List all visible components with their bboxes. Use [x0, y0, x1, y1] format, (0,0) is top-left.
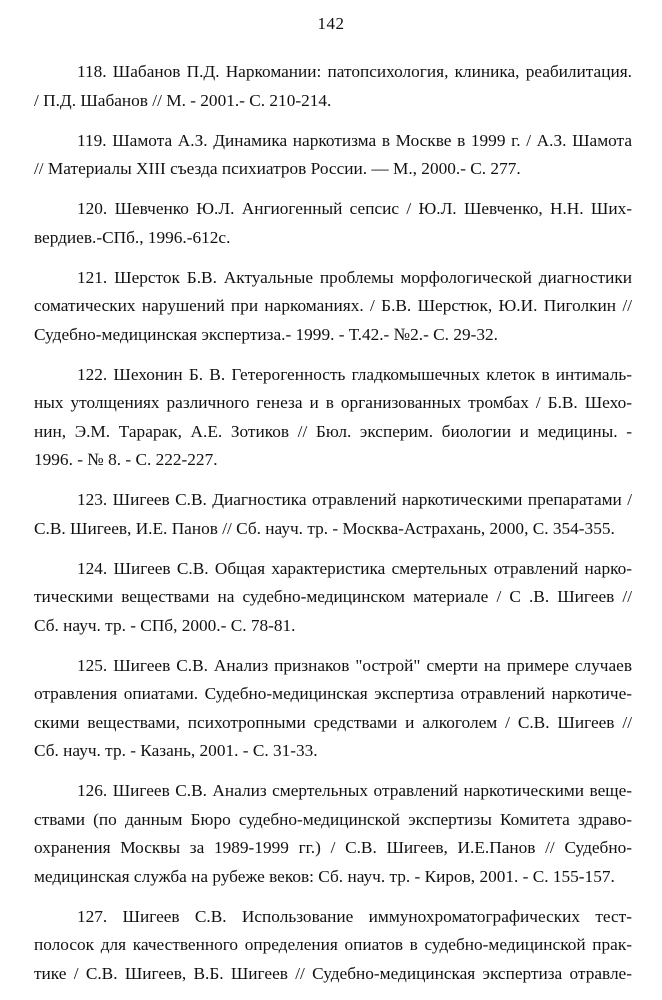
reference-entry [34, 58, 632, 115]
reference-line: тике / С.В. Шигеев, В.Б. Шигеев // Судебно-медицинская экспертиза отравле- [34, 963, 632, 983]
reference-line: вердиев.-СПб., 1996.-612с. [34, 227, 231, 247]
reference-entry [34, 555, 632, 641]
reference-line: 118. Шабанов П.Д. Наркомании: патопсихология, клиника, реабилитация. [77, 62, 632, 81]
reference-line: 120. Шевченко Ю.Л. Ангиогенный сепсис / Ю.Л. Шевченко, Н.Н. Ших- [77, 199, 632, 218]
reference-entry [34, 127, 632, 184]
reference-entry [34, 264, 632, 350]
page-number: 142 [317, 14, 345, 33]
reference-line: соматических нарушений при наркоманиях. / Б.В. Шерстюк, Ю.И. Пиголкин // [34, 296, 632, 315]
reference-line: Судебно-медицинская экспертиза.- 1999. - Т.42.- №2.- С. 29-32. [34, 324, 498, 344]
reference-entry [34, 903, 632, 989]
reference-line: полосок для качественного определения опиатов в судебно-медицинской прак- [34, 935, 632, 954]
reference-line: 124. Шигеев С.В. Общая характеристика смертельных отравлений нарко- [77, 558, 632, 578]
reference-line: нин, Э.М. Тарарак, А.Е. Зотиков // Бюл. эксперим. биологии и медицины. - [34, 421, 632, 441]
reference-line: 119. Шамота А.З. Динамика наркотизма в Москве в 1999 г. / А.З. Шамота [77, 130, 632, 150]
reference-line: ствами (по данным Бюро судебно-медицинской экспертизы Комитета здраво- [34, 809, 632, 829]
reference-entry [34, 361, 632, 475]
reference-line: 127. Шигеев С.В. Использование иммунохроматографических тест- [77, 906, 632, 926]
reference-line: медицинская служба на рубеже веков: Сб. науч. тр. - Киров, 2001. - С. 155-157. [34, 866, 615, 886]
reference-line: ных утолщениях различного генеза и в организованных тромбах / Б.В. Шехо- [34, 393, 632, 412]
reference-line: тическими веществами на судебно-медицинском материале / С .В. Шигеев // [34, 587, 632, 606]
reference-entry [34, 652, 632, 766]
reference-line: охранения Москвы за 1989-1999 гг.) / С.В. Шигеев, И.Е.Панов // Судебно- [34, 838, 632, 857]
reference-line: отравления опиатами. Судебно-медицинская экспертиза отравлений наркотиче- [34, 684, 632, 703]
reference-line: 1996. - № 8. - С. 222-227. [34, 450, 218, 469]
reference-line: Сб. науч. тр. - Казань, 2001. - С. 31-33. [34, 741, 318, 760]
reference-entry [34, 777, 632, 891]
reference-entry [34, 195, 632, 252]
reference-line: 123. Шигеев С.В. Диагностика отравлений наркотическими препаратами / [77, 490, 632, 509]
reference-line: 121. Шерсток Б.В. Актуальные проблемы морфологической диагностики [77, 267, 632, 287]
reference-line: / П.Д. Шабанов // М. - 2001.- С. 210-214. [34, 90, 332, 110]
reference-line: С.В. Шигеев, И.Е. Панов // Сб. науч. тр. - Москва-Астрахань, 2000, С. 354-355. [34, 518, 615, 538]
reference-line: 122. Шехонин Б. В. Гетерогенность гладкомышечных клеток в интималь- [77, 364, 632, 384]
reference-line: скими веществами, психотропными средствами и алкоголем / С.В. Шигеев // [34, 712, 632, 732]
reference-line: Сб. науч. тр. - СПб, 2000.- С. 78-81. [34, 615, 296, 635]
reference-line: 125. Шигеев С.В. Анализ признаков "острой" смерти на примере случаев [77, 655, 632, 675]
reference-line: // Материалы XIII съезда психиатров России. — М., 2000.- С. 277. [34, 159, 521, 178]
reference-entry [34, 486, 632, 543]
reference-list [34, 58, 632, 1000]
reference-line: 126. Шигеев С.В. Анализ смертельных отравлений наркотическими веще- [77, 781, 632, 800]
